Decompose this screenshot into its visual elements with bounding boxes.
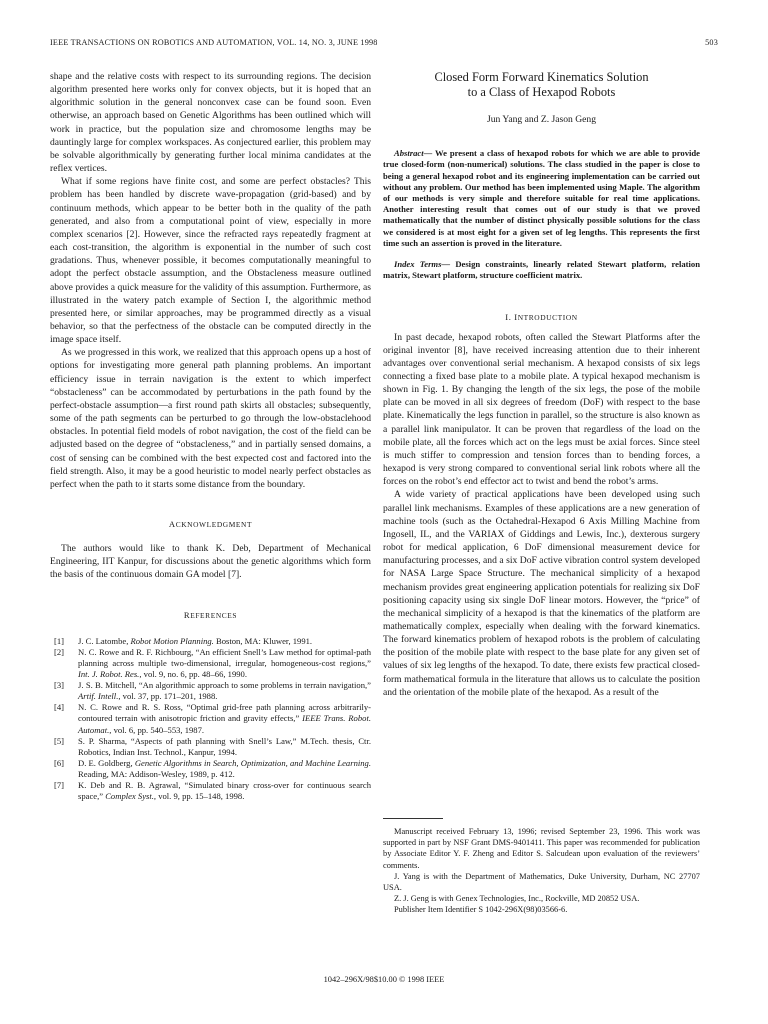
left-paragraph-1: shape and the relative costs with respect to its surrounding regions. The decision algorithm presented here works only for convex objects, but it is hoped that an algorithmic solution in the general nonconvex case can be found soon. Even otherwise, an approach based on Genetic Algorithms has been outlined which will work in practice, but the population size and chromosome lengths may be dauntingly large for complex workspaces. As conjectured earlier, this problem may be solvable algorithmically by generating further local minima candidates at the reflex vertices. (50, 71, 371, 175)
journal-name: IEEE TRANSACTIONS ON ROBOTICS AND AUTOMATION, VOL. 14, NO. 3, JUNE 1998 (50, 38, 378, 47)
acknowledgment-heading: ACKNOWLEDGMENT (168, 519, 253, 529)
paper-title: Closed Form Forward Kinematics Solution to a Class of Hexapod Robots (434, 70, 649, 99)
copyright-footer: 1042–296X/98$10.00 © 1998 IEEE (323, 975, 445, 984)
footnote-manuscript: Manuscript received February 13, 1996; revised September 23, 1996. This work was supported in part by NSF Grant DMS-9401411. This paper was recommended for publication by Associate Editor Y. F. Zheng and Editor S. Salcudean upon evaluation of the reviewers’ comments. (383, 827, 700, 870)
right-column (383, 70, 700, 699)
footnote-identifier: Publisher Item Identifier S 1042-296X(98)03566-6. (394, 905, 568, 915)
reference-item: [3] J. S. B. Mitchell, “An algorithmic approach to some problems in terrain navigation,” Artif. Intell., vol. 37, pp. 171–201, 1988. (54, 680, 371, 702)
reference-list (50, 636, 371, 802)
references-heading: REFERENCES (183, 609, 238, 620)
abstract: Abstract— We present a class of hexapod robots for which we are able to provide true closed-form (non-numerical) solutions. The class studied in the paper is close to being a general hexapod robot and its engineering implementation can be carried out without any problem. Our method has been implemented using Maple. The algorithm of our methods is very simple and therefore suitable for real time applications. Another interesting result that comes out of our study is that we proved mathematically that the number of distinct physically possible solutions for the class we considered is at most eight for a given set of leg lengths. This represents the first time such an assertion is proved in the literature. (383, 148, 700, 248)
footnote-author-yang: J. Yang is with the Department of Mathematics, Duke University, Durham, NC 27707 USA. (383, 871, 700, 893)
left-column (50, 70, 371, 802)
page-number: 503 (705, 38, 718, 47)
reference-item: [4] N. C. Rowe and R. S. Ross, “Optimal grid-free path planning across arbitrarily-contoured terrain with anisotropic friction and gravity effects,” IEEE Trans. Robot. Automat., vol. 6, pp. 540–553, 1987. (54, 702, 371, 735)
footnotes (383, 826, 700, 916)
reference-item: [2] N. C. Rowe and R. F. Richbourg, “An efficient Snell’s Law method for optimal-path planning across multiple two-dimensional, irregular, homogeneous-cost regions,” Int. J. Robot. Res., vol. 9, no. 6, pp. 48–66, 1990. (54, 646, 371, 680)
footnote-rule (383, 818, 443, 819)
reference-item: [1] J. C. Latombe, Robot Motion Planning. Boston, MA: Kluwer, 1991. (54, 635, 313, 646)
left-paragraph-3: As we progressed in this work, we realized that this approach opens up a host of options for investigating more general path planning problems. An important efficiency issue in terrain navigation is the extent to which imperfect “obstacleness” can be accommodated by perturbations in the path found by the perfect-obstacle assumption—a first round path skirts all obstacles; subsequently, some of the path segments can be perturbed to go through the low-obstaclehood obstacles. In potential field models of robot navigation, the cost of the field can be adjusted based on the degree of “obstacleness,” and in partially sensed domains, a cost of sensing can be combined with the best expected cost and factored into the field strength. Also, it may be a good heuristic to model nearly perfect obstacles as perfect when the path to it starts some distance from the boundary. (50, 347, 371, 490)
paper-authors: Jun Yang and Z. Jason Geng (487, 114, 596, 125)
acknowledgment-text: The authors would like to thank K. Deb, Department of Mechanical Engineering, IIT Kanpur, for discussions about the genetic algorithms which form the basis of the continuous domain GA model [7]. (50, 543, 371, 581)
introduction-heading: I. INTRODUCTION (505, 312, 578, 323)
reference-item: [7] K. Deb and R. B. Agrawal, “Simulated binary cross-over for continuous search space,” Complex Syst., vol. 9, pp. 15–148, 1998. (54, 780, 371, 802)
intro-paragraph-2: A wide variety of practical applications have been developed using such parallel link mechanisms. Examples of these applications are a new generation of machine tools (such as the Octahedral-Hexapod 6 Axis Milling Machine from Ingosell, IL, and the VARIAX of Giddings and Lewis, Inc.), dexterous surgery robot for medical application, 6 DoF dimensional measurement device for manufacturing processes, and a six DoF active vibration control system developed for NASA Large Space Structure. The mechanical simplicity of a hexapod mechanism provides great engineering application potentials for realizing six DoF positioning capacity using six single DoF linear motors. However, the “price” of the mechanical simplicity of a hexapod is that the kinematics of the platform are mathematically complex, especially when dealing with the forward kinematics. The forward kinematics problem of hexapod robots is the problem of calculating the position of the mobile plate with respect to the base plate for any given set of values of six leg lengths of the hexapod. To date, there exists few practical closed-form mathematical formula in the literature that allows us to calculate the position and the orientation of the mobile plate of the hexapod. As a result of the (383, 489, 700, 698)
left-paragraph-2: What if some regions have finite cost, and some are perfect obstacles? This problem has been handled by discrete wave-propagation (grid-based) and by continuum methods, which appear to be better both in the quality of the path generated, and also from a computational point of view, especially in more complex scenarios [2]. However, since the refracted rays repeatedly fragment at each cost-transition, the algorithm is exponential in the number of such cost gradations. Thus, whenever possible, it becomes computationally meaningful to adopt the perfect obstacle assumption, and the Obstacleness measure outlined above provides a quick measure for the validity of this assumption. Furthermore, as illustrated in the watery patch example of Section I, the algorithmic method presented here, or similar approaches, may be programmed directly as a visual behavior, so that the perfectness of the obstacle can be computed directly in the image space itself. (50, 176, 371, 346)
reference-item: [6] D. E. Goldberg, Genetic Algorithms in Search, Optimization, and Machine Learning. Reading, MA: Addison-Wesley, 1989, p. 412. (54, 757, 371, 779)
index-terms: Index Terms— Design constraints, linearly related Stewart platform, relation matrix, Stewart platform, structure coefficient matrix. (383, 258, 700, 281)
reference-item: [5] S. P. Sharma, “Aspects of path planning with Snell’s Law,” M.Tech. thesis, Ctr. Robotics, Indian Inst. Technol., Kanpur, 1994. (54, 735, 371, 757)
footnote-author-geng: Z. J. Geng is with Genex Technologies, Inc., Rockville, MD 20852 USA. (394, 894, 640, 904)
running-header (50, 38, 718, 50)
intro-paragraph-1: In past decade, hexapod robots, often called the Stewart Platforms after the original inventor [8], have received increasing attention due to their inherent advantages over conventional serial mechanism. A hexapod consists of six legs connecting a fixed base plate to a mobile plate. A typical hexapod mechanism is shown in Fig. 1. By changing the length of the six legs, the pose of the mobile plate can be moved in all six degrees of freedom (DoF) with respect to the base plate. Kinematically the legs function in parallel, so the structure is also known as a parallel link manipulator. It can be proven that regardless of the load on the mobile plate, all the forces which act on the legs must be axial forces. Since steel is much stiffer to compression and tension forces than to bending forces, a hexapod is very strong compared to conventional serial link robots where all the forces on the robot’s end effector act to twist and bend the robot’s arms. (383, 331, 700, 488)
